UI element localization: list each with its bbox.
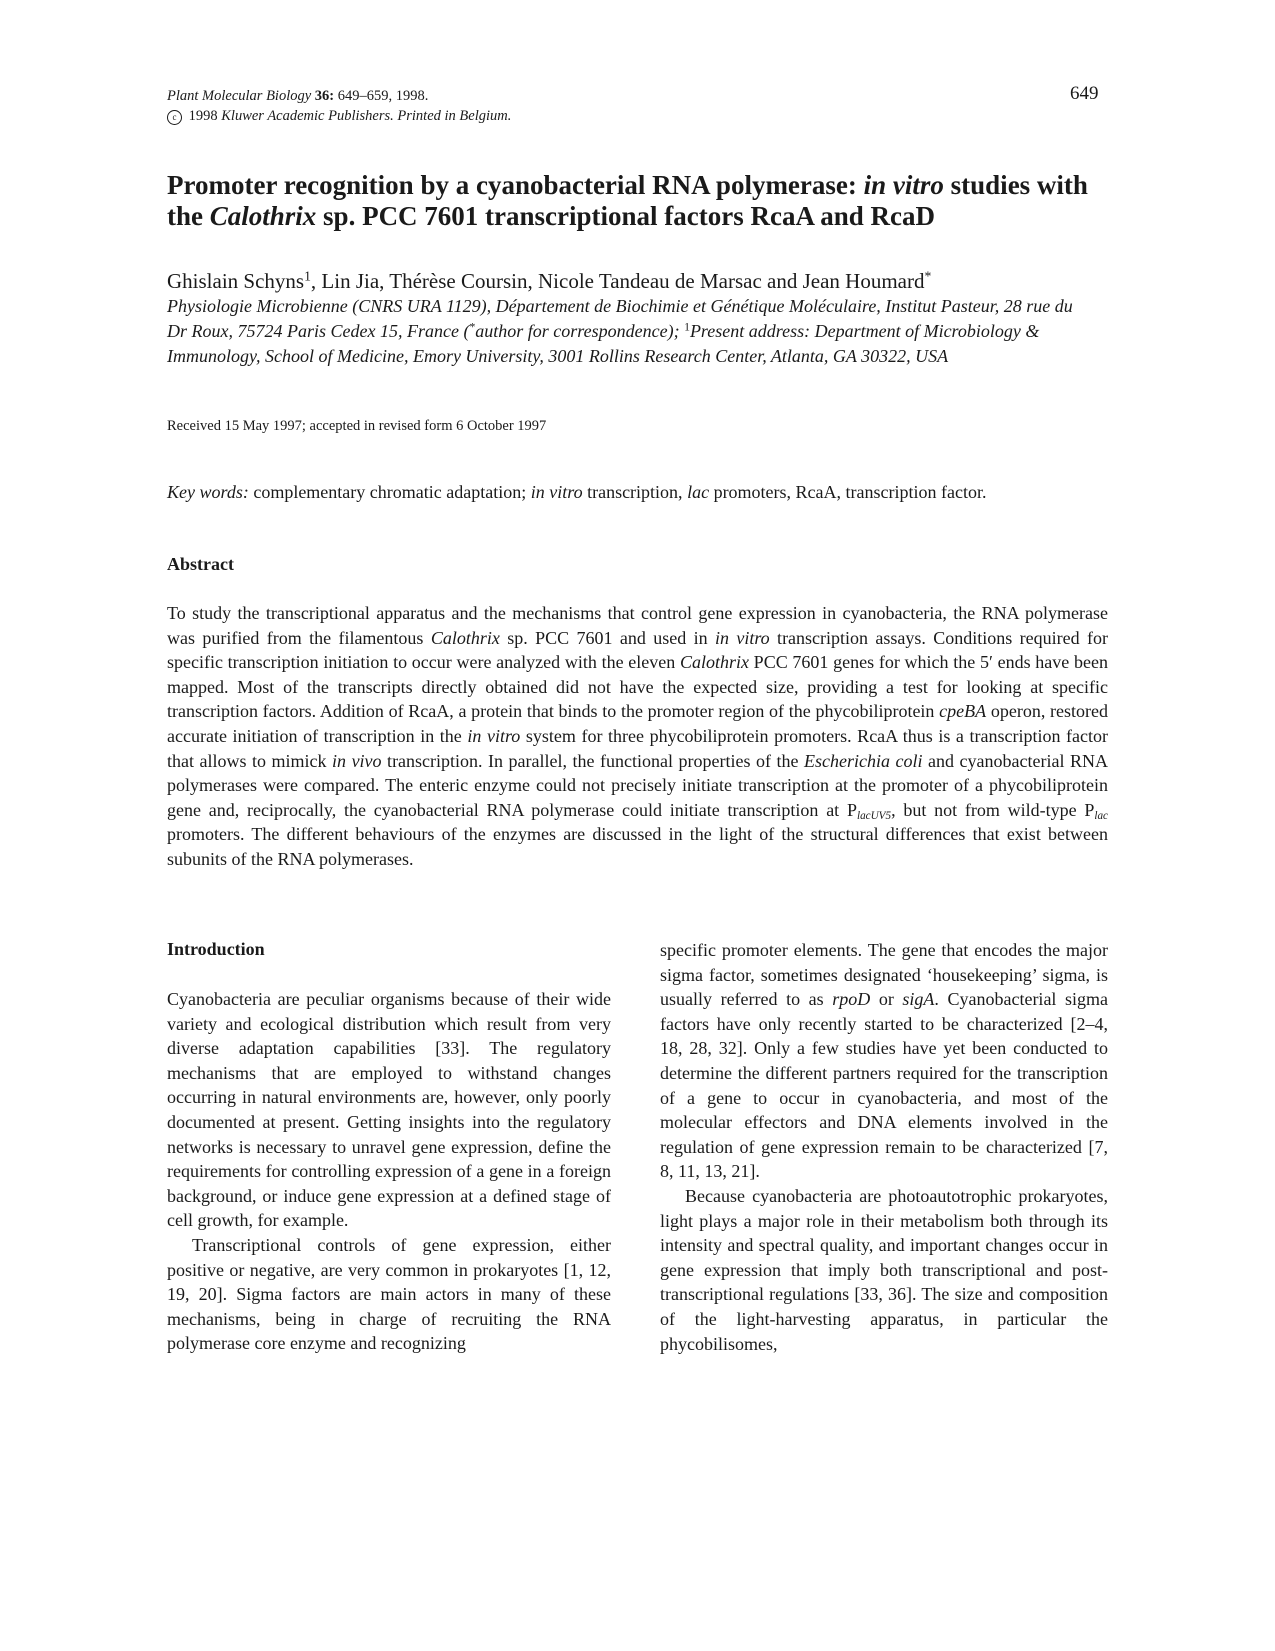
promoter-subscript: lac [1094,809,1108,822]
gene-name: rpoD [832,989,871,1010]
right-column [660,938,1108,1356]
abstract-text: , but not from wild-type P [891,799,1095,820]
abstract-text: sp. PCC 7601 and used in [499,627,715,648]
promoter-subscript: lacUV5 [856,809,892,822]
abstract-text: transcription. In parallel, the functional properties of the [381,750,805,771]
abstract-text: PCC 7601 genes for which the 5′ ends have been mapped. Most of the transcripts directly obtained did not have the expected size, providing a test for looking at specific transcription factors. Addition of RcaA, a protein that binds to the promoter region of the phycobiliprotein [167,652,1108,722]
intro-text: . Cyanobacterial sigma factors have only recently started to be characterized [2–4, 18, 28, 32]. Only a few studies have yet been conducted to determine the different partners required for the transcription of a gene to occur in cyanobacteria, and most of the molecular effectors and DNA elements involved in the regulation of gene expression remain to be characterized [7, 8, 11, 13, 21]. [660,989,1108,1182]
affiliation [167,294,1087,369]
correspondence-mark: * [469,320,476,334]
journal-pages-year: 649–659, 1998. [334,88,429,104]
keyword-italic: lac [687,482,710,502]
abstract-text: To study the transcriptional apparatus and the mechanisms that control gene expression in cyanobacteria, the RNA polymerase was purified from the filamentous [167,603,1108,648]
title-part: sp. PCC 7601 transcriptional factors RcaA and RcaD [316,201,936,231]
intro-paragraph-4: Because cyanobacteria are photoautotrophic prokaryotes, light plays a major role in their metabolism both through its intensity and spectral quality, and important changes occur in gene expression that imply both transcriptional and post-transcriptional regulations [33, 36]. The size and composition of the light-harvesting apparatus, in particular the phycobilisomes, [660,1185,1108,1354]
journal-volume: 36: [314,88,335,104]
author-names: , Lin Jia, Thérèse Coursin, Nicole Tandeau de Marsac and Jean Houmard [310,269,925,293]
footnote-mark: 1 [684,320,690,334]
keyword-text: transcription, [582,482,688,502]
intro-paragraph-1: Cyanobacteria are peculiar organisms because of their wide variety and ecological distribution which result from very diverse adaptation capabilities [33]. The regulatory mechanisms that are employed to withstand changes occurring in natural environments are, however, only poorly documented at present. Getting insights into the regulatory networks is necessary to unravel gene expression, define the requirements for controlling expression of a gene in a foreign background, or induce gene expression at a defined stage of cell growth, for example. [167,989,611,1231]
abstract-text: and cyanobacterial RNA polymerases were compared. The enteric enzyme could not precisely initiate transcription at the promoter of a phycobiliprotein gene and, reciprocally, the cyanobacterial RNA polymerase could initiate transcription at P [167,750,1109,820]
intro-paragraph-2: Transcriptional controls of gene expression, either positive or negative, are very common in prokaryotes [1, 12, 19, 20]. Sigma factors are main actors in many of these mechanisms, being in charge of recruiting the RNA polymerase core enzyme and recognizing [167,1234,611,1354]
abstract-text: system for three phycobiliprotein promoters. RcaA thus is a transcription factor that allows to mimick [167,725,1109,771]
title-part: studies with the [167,170,1088,231]
keyword-text: complementary chromatic adaptation; [248,482,531,502]
intro-text: or [870,989,903,1010]
abstract-body [167,601,1108,872]
gene-name: sigA [902,989,935,1010]
author-footnote-mark: 1 [304,268,311,284]
abstract-italic: cpeBA [939,701,987,722]
keyword-text: promoters, RcaA, transcription factor. [709,482,987,502]
keywords [167,482,986,503]
keyword-italic: in vitro [530,482,583,502]
received-dates: Received 15 May 1997; accepted in revised form 6 October 1997 [167,418,547,434]
copyright-line [167,106,511,126]
publisher: Kluwer Academic Publishers. Printed in Belgium. [221,108,512,124]
author-name: Ghislain Schyns [167,269,305,293]
title-italic-part: in vitro [863,170,944,200]
abstract-italic: in vitro [714,627,770,648]
intro-text: specific promoter elements. The gene that encodes the major sigma factor, sometimes designated ‘housekeeping’ sigma, is usually referred to as [660,940,1108,1010]
journal-line [167,86,511,106]
journal-name: Plant Molecular Biology [167,88,312,104]
abstract-italic: Calothrix [430,627,500,648]
affiliation-text: Present address: Department of Microbiology & Immunology, School of Medicine, Emory University, 3001 Rollins Research Center, Atlanta, GA 30322, USA [167,321,1040,366]
abstract-italic: Calothrix [679,652,749,673]
paper-title [167,170,1117,232]
copyright-year: 1998 [185,108,222,124]
correspondence-mark: * [924,268,932,284]
introduction-heading: Introduction [167,939,265,959]
abstract-text: promoters. The different behaviours of the enzymes are discussed in the light of the structural differences that exist between subunits of the RNA polymerases. [167,824,1108,869]
page-number: 649 [1070,83,1099,104]
author-list [167,268,931,294]
keywords-label: Key words: [167,482,249,502]
abstract-heading: Abstract [167,554,234,574]
title-part: Promoter recognition by a cyanobacterial RNA polymerase: [167,170,864,200]
affiliation-text: Physiologie Microbienne (CNRS URA 1129), Département de Biochimie et Génétique Moléculaire, Institut Pasteur, 28 rue du Dr Roux, 75724 Paris Cedex 15, France ( [167,296,1073,341]
left-column [167,987,611,1356]
abstract-italic: Escherichia coli [804,750,923,771]
journal-citation [167,86,511,126]
abstract-text: operon, restored accurate initiation of transcription in the [167,701,1108,746]
abstract-text: transcription assays. Conditions required for specific transcription initiation to occur were analyzed with the eleven [167,627,1108,673]
title-italic-part: Calothrix [209,201,317,231]
abstract-italic: in vitro [467,725,521,746]
intro-paragraph-3 [660,938,1108,1184]
affiliation-text: author for correspondence); [475,321,685,341]
copyright-icon: c [167,110,182,125]
abstract-italic: in vivo [332,750,382,771]
